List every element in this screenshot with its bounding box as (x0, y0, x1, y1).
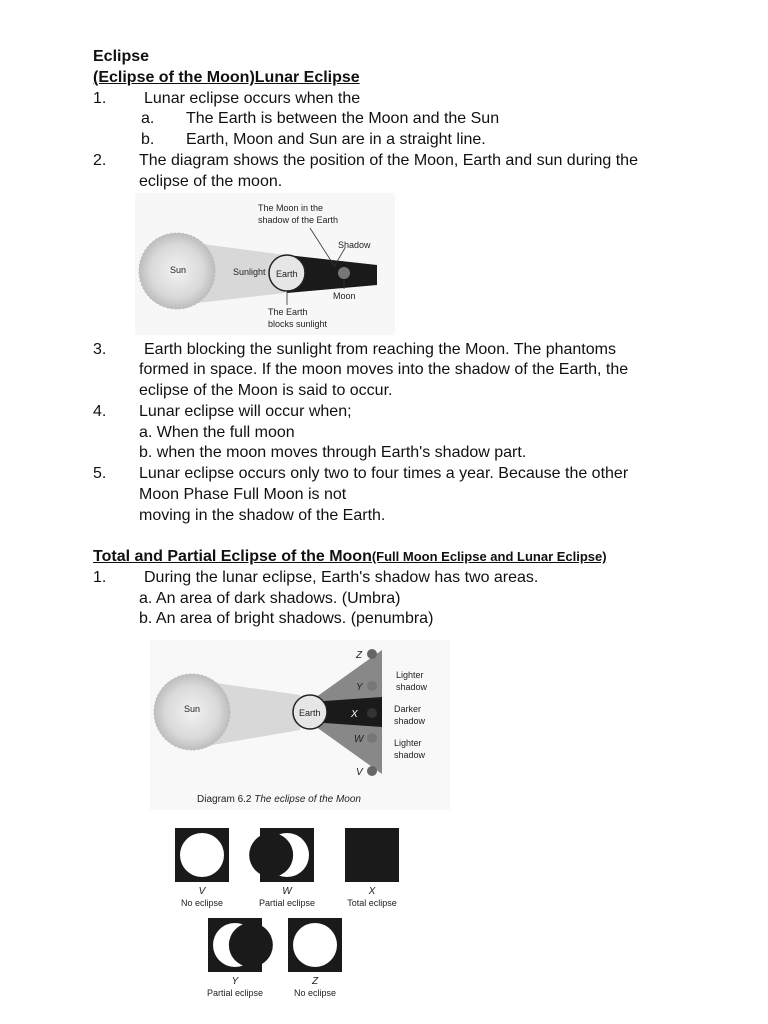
phase-label: No eclipse (293, 988, 337, 998)
item-text: During the lunar eclipse, Earth's shadow has two areas. (144, 569, 539, 586)
moon-disc (293, 923, 337, 967)
heading-total-partial (93, 547, 607, 567)
moon-disc (180, 833, 224, 877)
moon-shadow (229, 923, 273, 967)
label-moon-in-shadow: shadow of the Earth (258, 215, 339, 225)
moon-position-z (367, 649, 377, 659)
phase-letter: V (198, 886, 206, 897)
phase-letter: Y (231, 976, 239, 987)
item-text: The Earth is between the Moon and the Sun (186, 110, 500, 127)
label-z: Z (356, 650, 363, 661)
label-earth-blocks: blocks sunlight (268, 319, 328, 329)
heading-main: Total and Partial Eclipse of the Moon (93, 548, 372, 565)
item-text: Lunar eclipse occurs when the (144, 90, 361, 107)
label-sun: Sun (170, 265, 187, 275)
label-moon-in-shadow: The Moon in the (258, 203, 324, 213)
label-sun: Sun (184, 704, 201, 714)
label-darker-shadow: Darker (394, 704, 422, 714)
phase-label: Total eclipse (347, 898, 397, 908)
label-lighter-shadow: shadow (394, 750, 426, 760)
umbra-penumbra-diagram (150, 640, 450, 810)
label-sunlight: Sunlight (233, 267, 266, 277)
label-x: X (351, 709, 358, 720)
item-text: eclipse of the Moon is said to occur. (139, 382, 393, 399)
phase-x (345, 828, 399, 908)
label-lighter-shadow: Lighter (396, 670, 424, 680)
item-text: Lunar eclipse will occur when; (139, 403, 352, 420)
item-text: moving in the shadow of the Earth. (139, 507, 386, 524)
label-darker-shadow: shadow (394, 716, 426, 726)
moon-phases-figure (165, 822, 415, 1007)
item-num: 3. (93, 341, 107, 358)
label-w: W (354, 734, 364, 745)
heading-suffix: (Full Moon Eclipse and Lunar Eclipse) (371, 549, 607, 564)
item-text: formed in space. If the moon moves into the shadow of the Earth, the (139, 361, 629, 378)
moon-position-w (367, 733, 377, 743)
item-text: Earth blocking the sunlight from reaching the Moon. The phantoms (144, 341, 616, 358)
item-text: eclipse of the moon. (139, 173, 283, 190)
phase-letter: Z (311, 976, 319, 987)
caption-prefix: Diagram 6.2 (197, 794, 252, 805)
phase-z (288, 918, 342, 998)
item-text: a. When the full moon (139, 424, 295, 441)
heading-eclipse: Eclipse (93, 48, 150, 65)
moon-position-x (367, 708, 377, 718)
label-shadow: Shadow (338, 240, 371, 250)
item-text: a. An area of dark shadows. (Umbra) (139, 590, 401, 607)
phase-label: Partial eclipse (206, 988, 264, 998)
phase-tile (345, 828, 399, 882)
moon-position-y (367, 681, 377, 691)
item-text: Lunar eclipse occurs only two to four times a year. Because the other (139, 465, 629, 482)
subheading-lunar-eclipse: (Eclipse of the Moon)Lunar Eclipse (93, 69, 360, 86)
label-earth: Earth (299, 708, 321, 718)
diagram-caption (197, 794, 361, 805)
item-num: a. (141, 110, 155, 127)
lunar-eclipse-diagram (135, 193, 395, 335)
label-moon: Moon (333, 291, 356, 301)
moon-position-v (367, 766, 377, 776)
item-num: 1. (93, 90, 107, 107)
item-text: Moon Phase Full Moon is not (139, 486, 347, 503)
label-lighter-shadow: shadow (396, 682, 428, 692)
caption-title: The eclipse of the Moon (254, 794, 361, 805)
label-earth-blocks: The Earth (268, 307, 308, 317)
phase-letter: W (282, 886, 292, 897)
phase-w (249, 828, 315, 908)
item-num: 5. (93, 465, 107, 482)
item-num: 4. (93, 403, 107, 420)
item-num: b. (141, 131, 155, 148)
phase-letter: X (368, 886, 376, 897)
label-v: V (356, 767, 363, 778)
item-num: 2. (93, 152, 107, 169)
moon-shadow (249, 833, 293, 877)
label-y: Y (356, 682, 363, 693)
item-text: Earth, Moon and Sun are in a straight line. (186, 131, 486, 148)
label-lighter-shadow: Lighter (394, 738, 422, 748)
phase-label: Partial eclipse (258, 898, 316, 908)
phase-y (207, 918, 273, 998)
phase-v (175, 828, 229, 908)
phase-label: No eclipse (180, 898, 224, 908)
moon-shape (338, 267, 350, 279)
label-earth: Earth (276, 269, 298, 279)
item-text: b. when the moon moves through Earth's shadow part. (139, 444, 527, 461)
item-text: The diagram shows the position of the Moon, Earth and sun during the (139, 152, 638, 169)
item-text: b. An area of bright shadows. (penumbra) (139, 610, 434, 627)
item-num: 1. (93, 569, 107, 586)
